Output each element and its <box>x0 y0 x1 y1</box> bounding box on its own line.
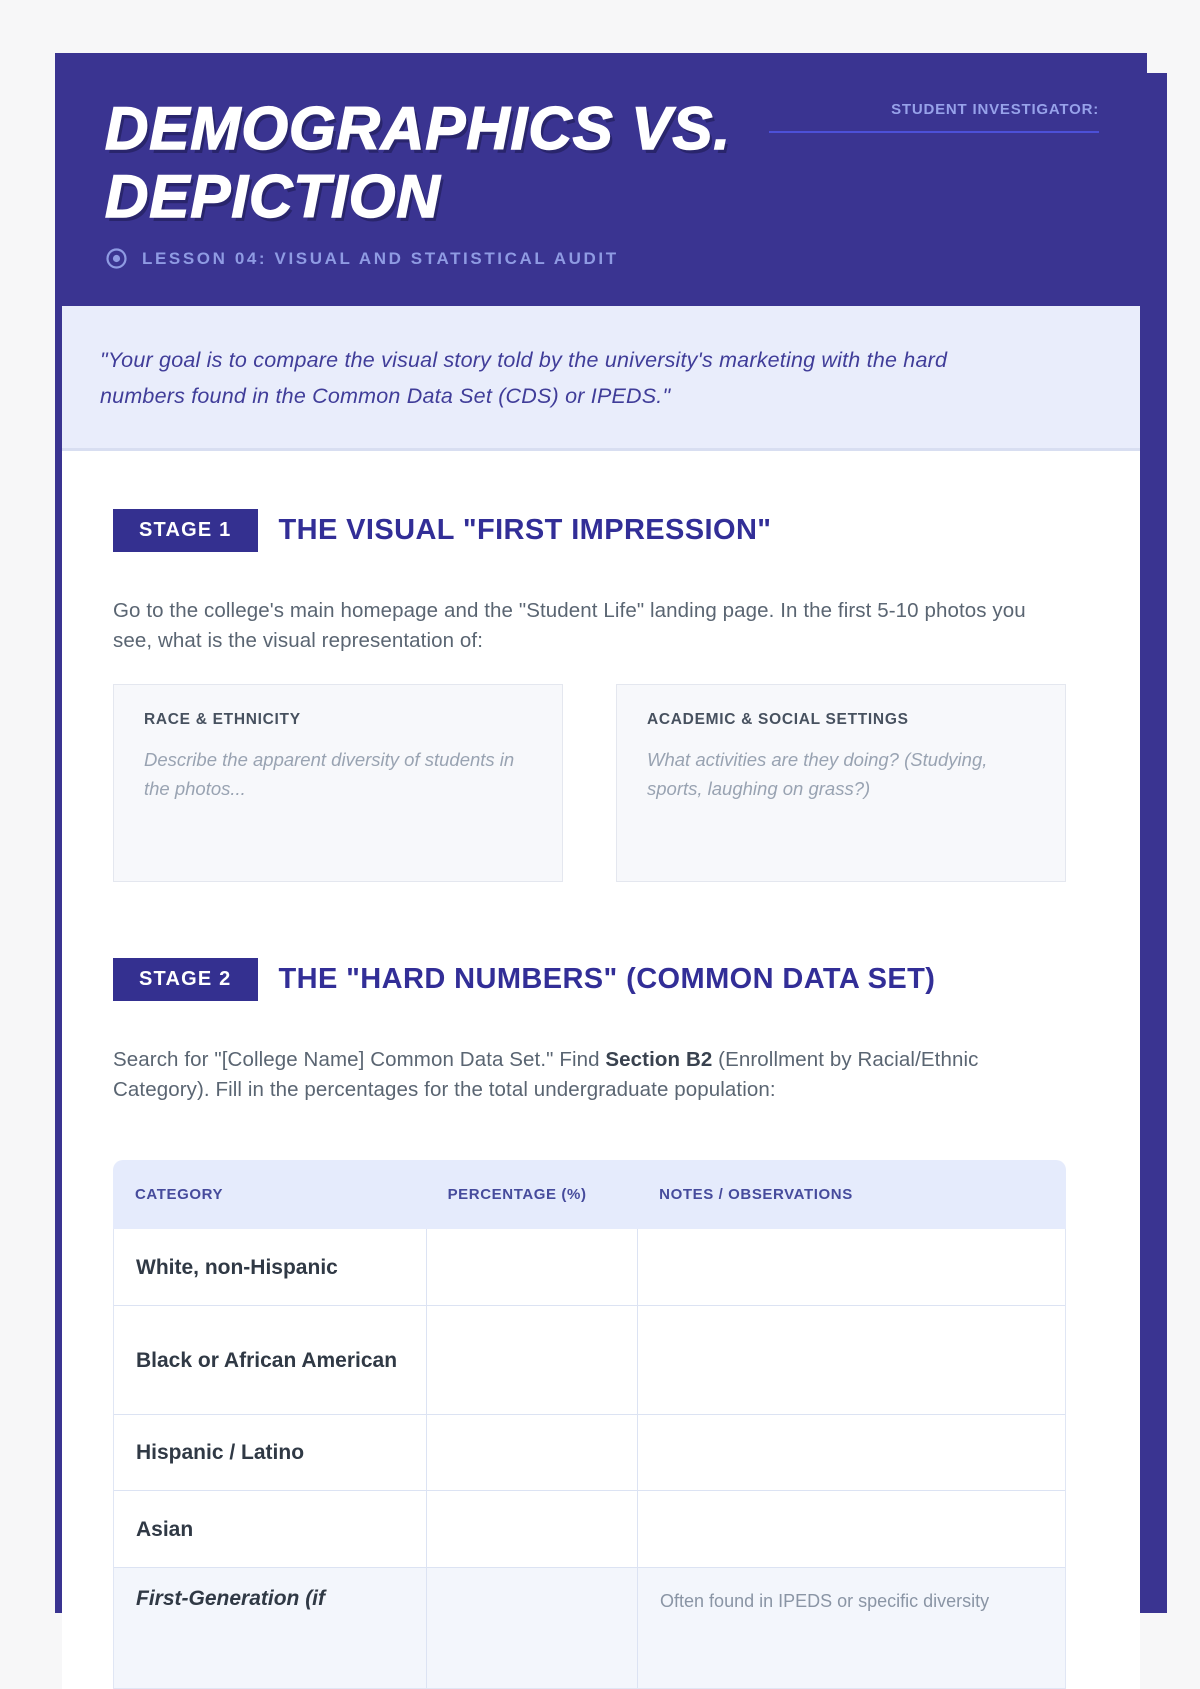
percentage-cell[interactable] <box>426 1306 637 1414</box>
stage2-badge: STAGE 2 <box>113 958 258 1001</box>
worksheet-header <box>55 53 1147 306</box>
stage1-title: THE VISUAL "FIRST IMPRESSION" <box>278 514 772 546</box>
notes-cell[interactable] <box>637 1306 1065 1414</box>
table-row <box>114 1568 1065 1688</box>
table-row <box>114 1229 1065 1306</box>
notes-cell[interactable] <box>637 1491 1065 1567</box>
stage2-title: THE "HARD NUMBERS" (COMMON DATA SET) <box>278 963 936 995</box>
stage1-fill-boxes <box>113 684 1066 882</box>
table-header-row <box>113 1160 1066 1229</box>
stage1-heading-row <box>113 451 1066 552</box>
stage2-heading-row <box>113 958 1066 1001</box>
category-cell <box>114 1229 426 1305</box>
notes-cell[interactable] <box>637 1415 1065 1490</box>
investigator-label: STUDENT INVESTIGATOR: <box>891 101 1099 118</box>
category-cell <box>114 1415 426 1490</box>
table-row <box>114 1491 1065 1568</box>
stage2-instructions-bold: Section B2 <box>605 1048 713 1071</box>
academic-social-box-title: ACADEMIC & SOCIAL SETTINGS <box>647 711 909 728</box>
page-title-line2: DEPICTION <box>105 163 441 230</box>
table-row <box>114 1306 1065 1415</box>
notes-hint-text: Often found in IPEDS or specific diversity <box>660 1591 990 1611</box>
column-header-percentage: PERCENTAGE (%) <box>447 1186 587 1203</box>
notes-cell[interactable] <box>637 1568 1065 1688</box>
stage2-instructions <box>113 1045 1035 1105</box>
stage1-instructions: Go to the college's main homepage and the "Student Life" landing page. In the first 5-10 photos you see, what is the visual representation of: <box>113 599 1026 652</box>
race-ethnicity-box[interactable] <box>113 684 563 882</box>
stage2-instructions-before: Search for "[College Name] Common Data Set." Find <box>113 1048 606 1071</box>
target-eye-icon <box>105 247 128 270</box>
column-header-category: CATEGORY <box>135 1186 224 1203</box>
percentage-cell[interactable] <box>426 1568 637 1688</box>
notes-cell[interactable] <box>637 1229 1065 1305</box>
goal-quote-box <box>62 306 1140 451</box>
category-cell <box>114 1306 426 1414</box>
percentage-cell[interactable] <box>426 1415 637 1490</box>
investigator-block <box>769 101 1099 133</box>
investigator-write-line[interactable] <box>769 131 1099 133</box>
cds-enrollment-table <box>113 1160 1066 1689</box>
worksheet-card <box>55 53 1147 1613</box>
page-title-line1: DEMOGRAPHICS VS. <box>105 95 732 162</box>
page-title <box>105 95 769 231</box>
column-header-notes: NOTES / OBSERVATIONS <box>659 1186 853 1203</box>
category-cell <box>114 1491 426 1567</box>
academic-social-box-placeholder: What activities are they doing? (Studying, sports, laughing on grass?) <box>647 749 988 799</box>
category-label: Asian <box>136 1517 194 1541</box>
academic-social-box[interactable] <box>616 684 1066 882</box>
table-body <box>113 1229 1066 1689</box>
category-label: White, non-Hispanic <box>136 1255 338 1279</box>
title-block <box>105 95 769 270</box>
category-label: First-Generation (if <box>136 1587 326 1610</box>
race-ethnicity-box-placeholder: Describe the apparent diversity of students in the photos... <box>144 749 515 799</box>
goal-quote-text: "Your goal is to compare the visual story told by the university's marketing with the hard numbers found in the Common Data Set (CDS) or IPEDS." <box>100 348 948 408</box>
main-content <box>62 451 1140 1689</box>
category-cell <box>114 1568 426 1688</box>
percentage-cell[interactable] <box>426 1491 637 1567</box>
race-ethnicity-box-title: RACE & ETHNICITY <box>144 711 301 728</box>
lesson-subtitle-row <box>105 247 769 270</box>
table-row <box>114 1415 1065 1491</box>
lesson-label: LESSON 04: VISUAL AND STATISTICAL AUDIT <box>142 248 619 268</box>
category-label: Hispanic / Latino <box>136 1441 305 1464</box>
stage2-instructions-after: (Enrollment by Racial/Ethnic Category). Fill in the percentages for the total undergraduate population: <box>113 1048 979 1101</box>
stage1-badge: STAGE 1 <box>113 509 258 552</box>
worksheet-body <box>62 306 1140 1689</box>
category-label: Black or African American <box>136 1348 398 1372</box>
percentage-cell[interactable] <box>426 1229 637 1305</box>
